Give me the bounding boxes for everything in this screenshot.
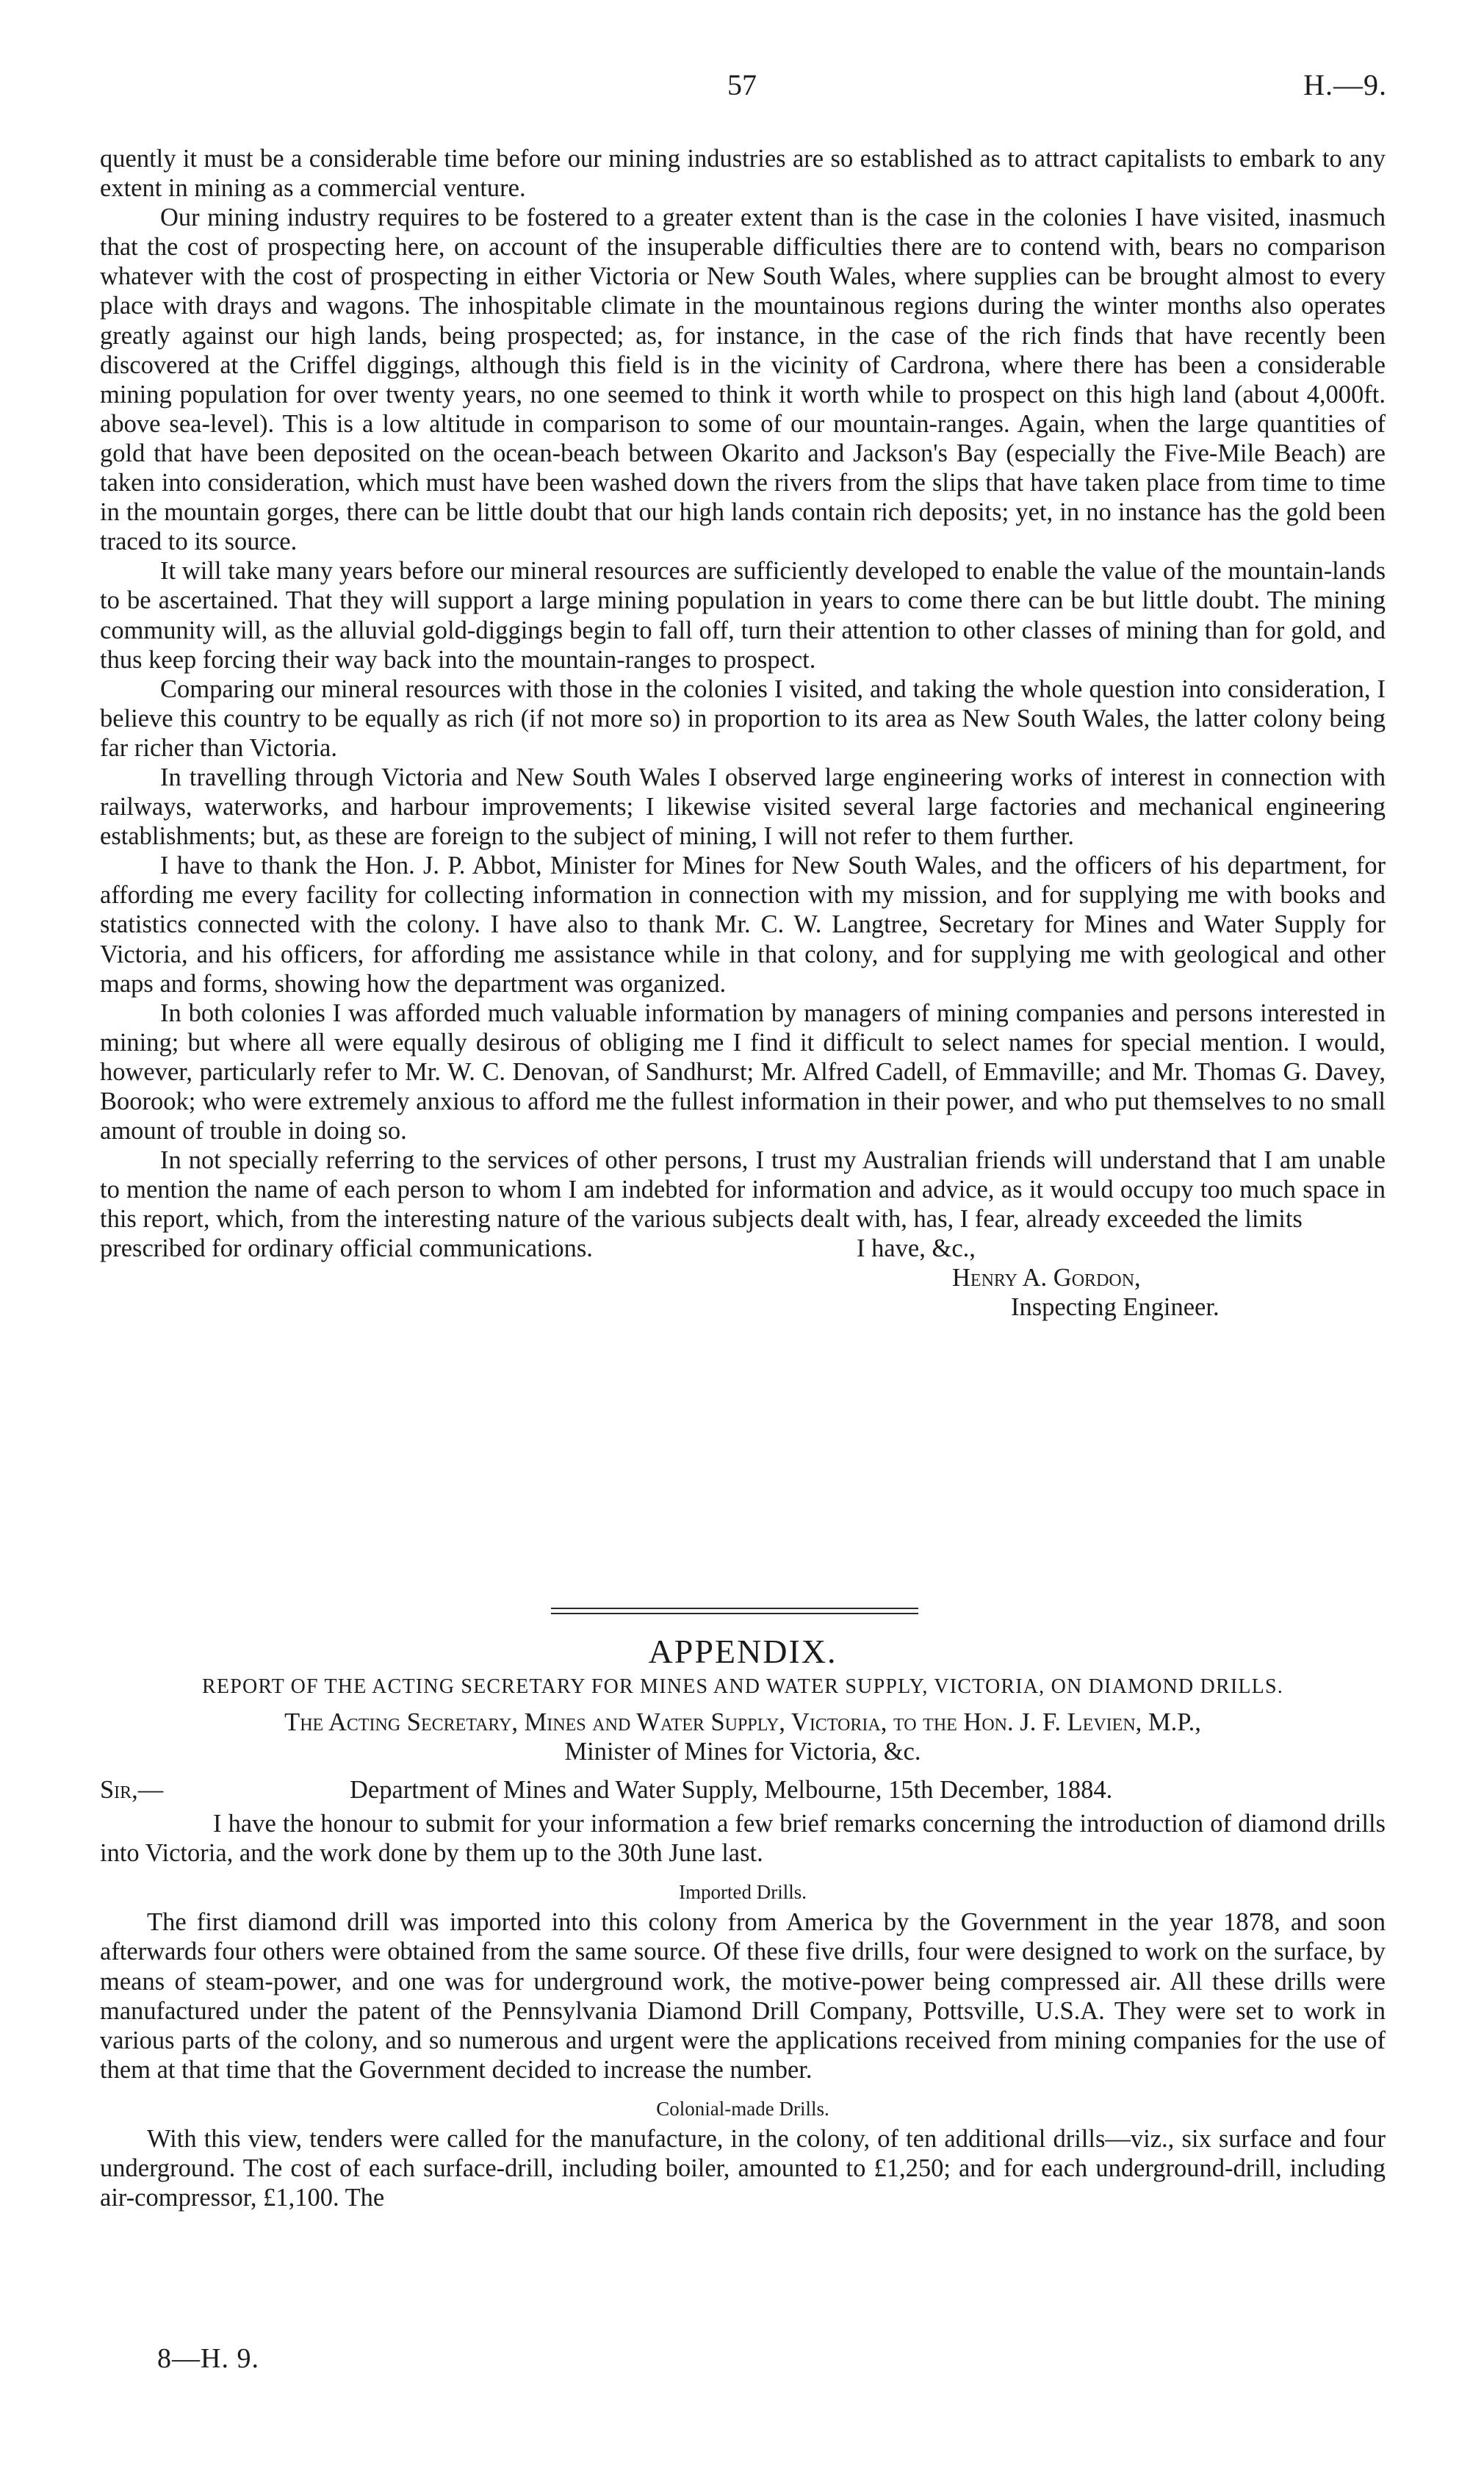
document-reference: H.—9. [1303,68,1387,101]
section-colonial-text: With this view, tenders were called for the manufacture, in the colony, of ten additional drills—viz., six surface and four underground. The cost of each surface-drill, including boiler, amounted to £1,250; and for each underground-drill, including air-compressor, £1,100. The [100,2124,1386,2212]
page-number: 57 [727,68,757,101]
signature-title: Inspecting Engineer. [1011,1293,1220,1322]
paragraph-acknowledgements: I have to thank the Hon. J. P. Abbot, Minister for Mines for New South Wales, and the officers of his department, for affording me every facility for collecting information in connection with my mission, and for supplying me with books and statistics connected with the colony. I have also to thank Mr. C. W. Langtree, Secretary for Mines and Water Supply for Victoria, and his officers, for affording me assistance while in that colony, and for supplying me with geological and other maps and forms, showing how the department was organized. [100,852,1386,998]
section-imported-text: The first diamond drill was imported into this colony from America by the Government in the year 1878, and soon afterwards four others were obtained from the same source. Of these five drills, four were designed to work on the surface, by means of steam-power, and one was for underground work, the motive-power being compressed air. All these drills were manufactured under the patent of the Pennsylvania Diamond Drill Company, Pottsville, U.S.A. They were set to work in various parts of the colony, and so numerous and urgent were the applications received from mining companies for the use of them at that time that the Government decided to increase the number. [100,1908,1386,2084]
paragraph-comparison: Comparing our mineral resources with those in the colonies I visited, and taking the whole question into consideration, I believe this country to be equally as rich (if not more so) in proportion to its area as New South Wales, the latter colony being far richer than Victoria. [100,675,1386,762]
signature-name: Henry A. Gordon, [952,1264,1141,1292]
paragraph-continuation: quently it must be a considerable time before our mining industries are so established as to attract capitalists to embark to any extent in mining as a commercial venture. [100,145,1386,203]
closing-paragraph-tail: prescribed for ordinary official communications. [100,1234,593,1263]
section-heading-colonial: Colonial-made Drills. [656,2097,829,2120]
section-heading-imported: Imported Drills. [679,1881,807,1904]
salutation: Sir,— [100,1776,164,1805]
printer-signature: 8—H. 9. [157,2343,259,2374]
appendix-intro: I have the honour to submit for your information a few brief remarks concerning the introduction of diamond drills into Victoria, and the work done by them up to the 30th June last. [100,1810,1386,1868]
report-body [100,144,1386,1322]
salutation-line [100,1775,1386,1809]
page-header [0,68,1484,112]
addressee-block [100,1708,1386,1766]
paragraph-mining-industry: Our mining industry requires to be fostered to a greater extent than is the case in the colonies I have visited, inasmuch that the cost of prospecting here, on account of the insuperable difficulties there are to contend with, bears no comparison whatever with the cost of prospecting in either Victoria or New South Wales, where supplies can be brought almost to every place with drays and wagons. The inhospitable climate in the mountainous regions during the winter months also operates greatly against our high lands, being prospected; as, for instance, in the case of the rich finds that have recently been discovered at the Criffel diggings, although this field is in the vicinity of Cardrona, where there has been a considerable mining population for over twenty years, no one seemed to think it worth while to prospect on this high land (about 4,000ft. above sea-level). This is a low altitude in comparison to some of our mountain-ranges. Again, when the large quantities of gold that have been deposited on the ocean-beach between Okarito and Jackson's Bay (especially the Five-Mile Beach) are taken into consideration, which must have been washed down the rivers from the slips that have taken place from time to time in the mountain gorges, there can be little doubt that our high lands contain rich deposits; yet, in no instance has the gold been traced to its source. [100,204,1386,556]
section-divider-top [551,1608,918,1609]
section-divider-bottom [551,1613,918,1614]
closing-salutation: I have, &c., [857,1234,976,1263]
dateline: Department of Mines and Water Supply, Melbourne, 15th December, 1884. [350,1776,1113,1805]
paragraph-mineral-resources: It will take many years before our mineral resources are sufficiently developed to enable the value of the mountain-lands to be ascertained. That they will support a large mining population in years to come there can be but little doubt. The mining community will, as the alluvial gold-diggings begin to fall off, turn their attention to other classes of mining than for gold, and thus keep forcing their way back into the mountain-ranges to prospect. [100,557,1386,674]
appendix-title: APPENDIX. [648,1633,838,1670]
addressee-line: The Acting Secretary, Mines and Water Supply, Victoria, to the Hon. J. F. Levien, M.P., [284,1708,1201,1736]
appendix-report-heading: REPORT OF THE ACTING SECRETARY FOR MINES AND WATER SUPPLY, VICTORIA, ON DIAMOND DRILLS. [202,1675,1283,1698]
paragraph-managers: In both colonies I was afforded much valuable information by managers of mining companies and persons interested in mining; but where all were equally desirous of obliging me I find it difficult to select names for special mention. I would, however, particularly refer to Mr. W. C. Denovan, of Sandhurst; Mr. Alfred Cadell, of Emmaville; and Mr. Thomas G. Davey, Boorook; who were extremely anxious to afford me the fullest information in their power, and who put themselves to no small amount of trouble in doing so. [100,999,1386,1145]
addressee-line: Minister of Mines for Victoria, &c. [564,1738,921,1766]
paragraph-engineering-works: In travelling through Victoria and New South Wales I observed large engineering works of interest in connection with railways, waterworks, and harbour improvements; I likewise visited several large factories and mechanical engineering establishments; but, as these are foreign to the subject of mining, I will not refer to them further. [100,763,1386,851]
appendix [100,1631,1386,2212]
paragraph-closing: In not specially referring to the services of other persons, I trust my Australian friends will understand that I am unable to mention the name of each person to whom I am indebted for information and advice, as it would occupy too much space in this report, which, from the interesting nature of the various subjects dealt with, has, I fear, already exceeded the limits [100,1146,1386,1234]
closing-line [100,1234,1386,1263]
